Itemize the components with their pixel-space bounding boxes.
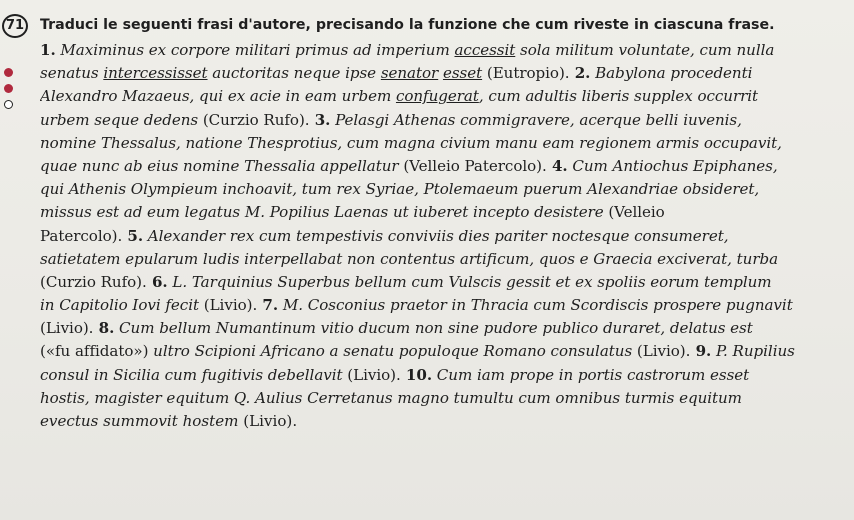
text-segment: , cum adultis liberis supplex occurrit — [478, 87, 759, 106]
text-line — [40, 225, 850, 248]
text-segment: Maximinus ex corpore militari primus ad imperium — [55, 41, 455, 59]
sentence-number: 8. — [93, 319, 115, 338]
text-segment: («fu affidato») — [40, 342, 149, 361]
text-segment: missus est ad eum legatus M. Popilius Laenas ut iuberet incepto desistere — [40, 203, 609, 222]
text-segment: evectus summovit hostem — [40, 412, 244, 430]
text-segment: confugerat — [395, 87, 479, 106]
text-segment: Cum bellum Numantinum vitio ducum non sine pudore publico duraret, delatus est — [114, 319, 753, 338]
difficulty-dot-filled — [4, 68, 13, 77]
text-segment: senator — [380, 64, 439, 83]
text-segment: in Capitolio Iovi fecit — [40, 296, 204, 315]
text-segment: auctoritas neque ipse — [207, 64, 381, 83]
sentence-number: 9. — [690, 342, 712, 361]
text-segment: (Livio). — [40, 319, 94, 338]
text-segment: Cum iam prope in portis castrorum esset — [432, 365, 750, 384]
text-segment: Babylona procedenti — [590, 64, 753, 83]
sentence-number: 7. — [257, 296, 279, 315]
text-segment: hostis, magister equitum Q. Aulius Cerretanus magno tumultu cum omnibus turmis equitum — [40, 388, 742, 407]
sentence-number: 10. — [400, 365, 433, 384]
text-line — [40, 340, 850, 363]
text-segment: Alexandro Mazaeus, qui ex acie in eam urbem — [40, 87, 396, 106]
text-segment: (Livio). — [243, 412, 298, 430]
text-segment: urbem seque dedens — [40, 110, 203, 129]
text-segment: (Velleio — [608, 203, 665, 222]
text-segment: M. Cosconius praetor in Thracia cum Scordiscis prospere pugnavit — [278, 296, 793, 315]
text-segment: (Livio). — [203, 296, 258, 315]
text-segment: senatus — [40, 64, 104, 83]
text-line — [40, 201, 850, 224]
text-line — [40, 248, 850, 271]
text-line — [40, 387, 850, 410]
text-segment: Pelasgi Athenas commigravere, acerque belli iuvenis, — [330, 110, 742, 129]
cut-off-top-text — [120, 0, 360, 10]
text-line — [40, 271, 850, 294]
text-segment: esset — [442, 64, 483, 83]
difficulty-dot-filled — [4, 84, 13, 93]
text-line — [40, 39, 850, 62]
text-segment: P. Rupilius — [711, 342, 795, 361]
text-segment: ultro Scipioni Africano a senatu populoque Romano consulatus — [148, 342, 637, 361]
text-segment: intercessisset — [103, 64, 208, 83]
text-segment: (Eutropio). — [482, 64, 570, 83]
text-line — [40, 294, 850, 317]
text-segment: nomine Thessalus, natione Thesprotius, cum magna civium manu eam regionem armis occupavit, — [40, 133, 782, 152]
text-segment: accessit — [454, 41, 516, 59]
sentence-number: 6. — [146, 272, 168, 291]
sentence-number: 3. — [309, 110, 331, 129]
difficulty-dot-empty — [4, 100, 13, 109]
text-segment: qui Athenis Olympieum inchoavit, tum rex Syriae, Ptolemaeum puerum Alexandriae obsideret, — [40, 180, 760, 199]
text-segment: sola militum voluntate, cum nulla — [515, 41, 775, 59]
text-line — [40, 132, 850, 155]
text-line — [40, 178, 850, 201]
text-line — [40, 155, 850, 178]
latin-sentences-block — [40, 39, 850, 433]
sentence-number: 4. — [546, 156, 568, 175]
text-line — [40, 410, 850, 433]
text-segment: Alexander rex cum tempestivis conviviis dies pariter noctesque consumeret, — [143, 226, 729, 245]
exercise-number-badge: 71 — [2, 14, 28, 38]
text-line — [40, 85, 850, 108]
sentence-number: 5. — [122, 226, 144, 245]
text-segment: (Livio). — [347, 365, 401, 384]
sentence-number: 1. — [40, 41, 56, 59]
text-segment: consul in Sicilia cum fugitivis debellavit — [40, 365, 348, 384]
text-segment: Cum Antiochus Epiphanes, — [567, 156, 778, 175]
text-segment: (Livio). — [636, 342, 691, 361]
text-segment: L. Tarquinius Superbus bellum cum Vulscis gessit et ex spoliis eorum templum — [167, 272, 772, 291]
text-segment: (Curzio Rufo). — [202, 110, 310, 129]
text-segment: quae nunc ab eius nomine Thessalia appellatur — [40, 156, 404, 175]
text-segment: satietatem epularum ludis interpellabat non contentus artificum, quos e Graecia exciverat, turba — [40, 249, 779, 268]
text-segment: (Velleio Patercolo). — [403, 156, 547, 175]
exercise-instruction: Traduci le seguenti frasi d'autore, precisando la funzione che cum riveste in ciascuna frase. — [40, 17, 775, 33]
sentence-number: 2. — [569, 64, 591, 83]
text-segment: (Curzio Rufo). — [40, 272, 147, 291]
text-line — [40, 109, 850, 132]
text-segment: Patercolo). — [40, 226, 123, 245]
text-line — [40, 317, 850, 340]
text-line — [40, 62, 850, 85]
text-line — [40, 364, 850, 387]
